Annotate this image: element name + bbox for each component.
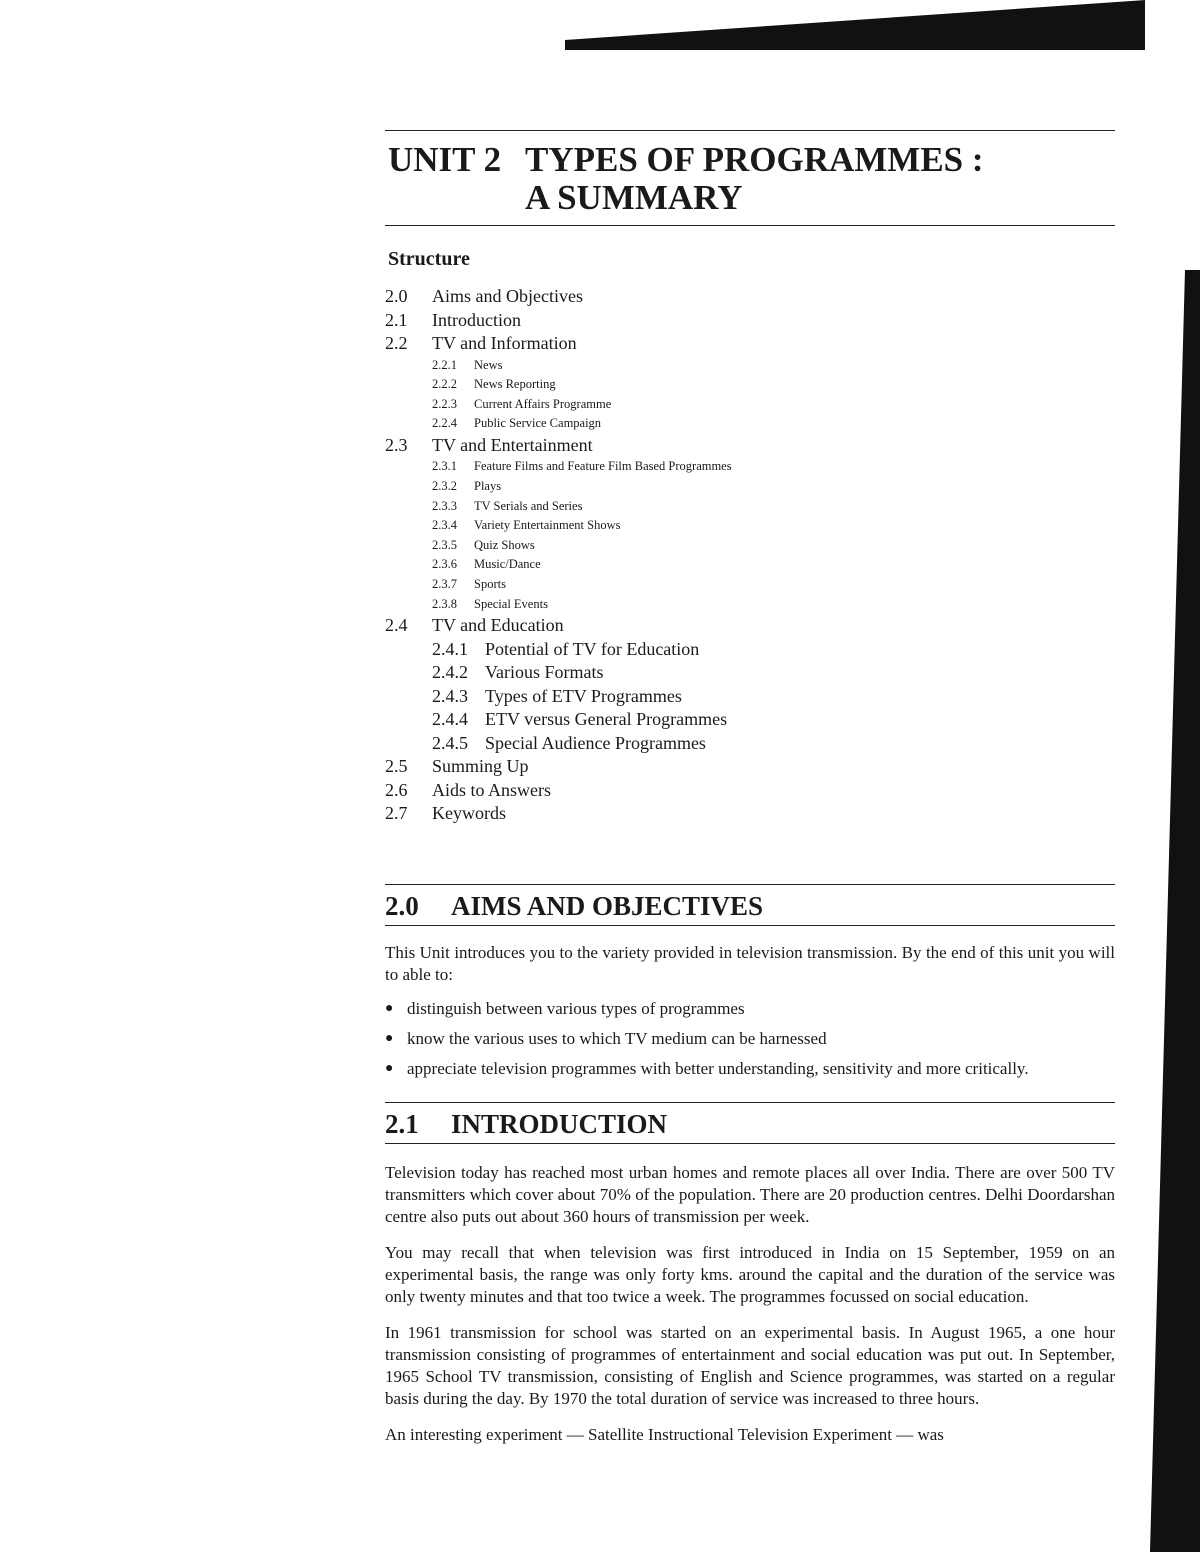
bullet-icon: ● — [385, 1060, 394, 1076]
toc-item — [385, 414, 1115, 434]
toc-item — [385, 332, 1115, 356]
toc-item — [385, 638, 1115, 662]
bullet-icon: ● — [385, 1030, 394, 1046]
section-title: INTRODUCTION — [451, 1108, 668, 1139]
toc-item — [385, 732, 1115, 756]
section-title: AIMS AND OBJECTIVES — [451, 890, 764, 921]
list-item: ● distinguish between various types of programmes — [385, 998, 745, 1018]
toc-item-number: 2.4.4 — [432, 709, 468, 730]
toc-item-label: Keywords — [432, 803, 506, 824]
section-aims — [385, 884, 1115, 1080]
toc-item-number: 2.2.1 — [432, 357, 457, 372]
toc-item-number: 2.4.2 — [432, 662, 468, 683]
document-page — [385, 130, 1115, 1446]
toc-item-label: Special Audience Programmes — [485, 732, 706, 753]
toc-item — [385, 497, 1115, 517]
toc-item-label: ETV versus General Programmes — [485, 709, 728, 730]
toc-item-label: Plays — [474, 478, 502, 493]
toc-item — [385, 661, 1115, 685]
toc-item — [385, 685, 1115, 709]
aims-intro: This Unit introduces you to the variety provided in television transmission. By the end of this unit you will to able to: — [385, 942, 1115, 984]
unit-number: UNIT 2 — [388, 140, 502, 179]
toc-item — [385, 755, 1115, 779]
toc-item-number: 2.2 — [385, 333, 408, 353]
toc-item-number: 2.2.4 — [432, 416, 457, 431]
toc-item — [385, 779, 1115, 803]
toc-item-number: 2.6 — [385, 779, 408, 800]
toc-item-number: 2.3.4 — [432, 518, 457, 533]
toc-item — [385, 395, 1115, 415]
toc-item-label: Potential of TV for Education — [485, 638, 700, 659]
table-of-contents — [385, 285, 1115, 826]
section-number: 2.1 — [385, 1108, 419, 1139]
toc-item-label: Feature Films and Feature Film Based Programmes — [474, 459, 732, 474]
toc-item-number: 2.3.3 — [432, 498, 457, 513]
intro-paragraph-3: In 1961 transmission for school was started on an experimental basis. In August 1965, a one hour transmission consisting of programmes of entertainment and social education was put out. In September, 1965 School TV transmission, consisting of English and Science programmes, was started on a regular basis during the day. By 1970 the total duration of service was increased to three hours. — [385, 1322, 1115, 1408]
toc-item-label: Public Service Campaign — [474, 416, 602, 431]
toc-item-number: 2.3.1 — [432, 459, 457, 474]
toc-item-number: 2.4.5 — [432, 732, 468, 753]
toc-item-number: 2.5 — [385, 756, 408, 777]
toc-item-number: 2.3.2 — [432, 478, 457, 493]
scan-shadow-top — [565, 0, 1145, 50]
toc-item — [385, 375, 1115, 395]
toc-item — [385, 555, 1115, 575]
toc-item-label: News — [474, 357, 503, 372]
toc-item-label: TV Serials and Series — [474, 498, 583, 513]
toc-item-number: 2.4.1 — [432, 638, 468, 659]
toc-item — [385, 575, 1115, 595]
toc-item-label: Current Affairs Programme — [474, 396, 612, 411]
toc-item-number: 2.2.3 — [432, 396, 457, 411]
intro-paragraph-2: You may recall that when television was first introduced in India on 15 September, 1959 on an experimental basis, the range was only forty kms. around the capital and the duration of the service was only twenty minutes and that too twice a week. The programmes focussed on social education. — [385, 1242, 1115, 1306]
toc-item-number: 2.4 — [385, 615, 408, 636]
toc-item-label: TV and Entertainment — [432, 434, 593, 455]
toc-item-label: Types of ETV Programmes — [485, 685, 682, 706]
toc-item-number: 2.4.3 — [432, 685, 468, 706]
toc-item-label: Introduction — [432, 309, 521, 330]
section-introduction — [385, 1102, 1115, 1446]
section-heading — [385, 885, 1115, 925]
title-bottom-rule — [385, 225, 1115, 226]
toc-item-number: 2.7 — [385, 803, 408, 824]
toc-item-label: Aids to Answers — [432, 779, 552, 800]
section-heading — [385, 1103, 1115, 1143]
unit-title-line1: TYPES OF PROGRAMMES : — [525, 140, 984, 179]
list-item: ● appreciate television programmes with better understanding, sensitivity and more critically. — [385, 1058, 1029, 1078]
unit-title-line2: A SUMMARY — [525, 178, 743, 217]
intro-paragraph-1: Television today has reached most urban homes and remote places all over India. There are over 500 TV transmitters which cover about 70% of the population. There are 20 production centres. Delhi Doordarshan centre also puts out about 360 hours of transmission per week. — [385, 1162, 1115, 1226]
toc-item-label: Summing Up — [432, 756, 529, 777]
toc-item — [385, 708, 1115, 732]
toc-item-number: 2.3.7 — [432, 576, 457, 591]
section-number: 2.0 — [385, 890, 419, 921]
toc-item-label: Quiz Shows — [474, 537, 535, 552]
bullet-icon: ● — [385, 1000, 394, 1016]
toc-item — [385, 614, 1115, 638]
list-item: ● know the various uses to which TV medium can be harnessed — [385, 1028, 827, 1048]
toc-item-label: Aims and Objectives — [432, 286, 583, 306]
toc-item — [385, 285, 1115, 309]
intro-paragraph-4: An interesting experiment — Satellite Instructional Television Experiment — was — [385, 1424, 944, 1444]
toc-item — [385, 309, 1115, 333]
toc-item — [385, 356, 1115, 376]
aims-bullet-list — [385, 998, 1115, 1080]
toc-item-number: 2.1 — [385, 309, 408, 330]
toc-item-number: 2.3 — [385, 434, 408, 455]
toc-item — [385, 457, 1115, 477]
scan-shadow-right — [1150, 270, 1200, 1552]
toc-item — [385, 516, 1115, 536]
toc-item-label: Music/Dance — [474, 557, 541, 572]
toc-item-label: Special Events — [474, 596, 548, 611]
toc-item — [385, 595, 1115, 615]
structure-heading: Structure — [388, 248, 470, 270]
toc-item-number: 2.0 — [385, 286, 408, 306]
toc-item — [385, 477, 1115, 497]
toc-item-label: Various Formats — [485, 662, 604, 683]
unit-title — [385, 131, 1115, 225]
toc-item — [385, 536, 1115, 556]
toc-item — [385, 802, 1115, 826]
toc-item-label: News Reporting — [474, 377, 556, 392]
toc-item-label: TV and Information — [432, 333, 577, 353]
toc-item-number: 2.3.6 — [432, 557, 457, 572]
toc-item — [385, 434, 1115, 458]
toc-item-number: 2.3.5 — [432, 537, 457, 552]
toc-item-number: 2.2.2 — [432, 377, 457, 392]
section-bottom-rule — [385, 1143, 1115, 1144]
toc-item-label: TV and Education — [432, 615, 564, 636]
toc-item-number: 2.3.8 — [432, 596, 457, 611]
section-bottom-rule — [385, 925, 1115, 926]
toc-item-label: Sports — [474, 576, 506, 591]
toc-item-label: Variety Entertainment Shows — [474, 518, 621, 533]
